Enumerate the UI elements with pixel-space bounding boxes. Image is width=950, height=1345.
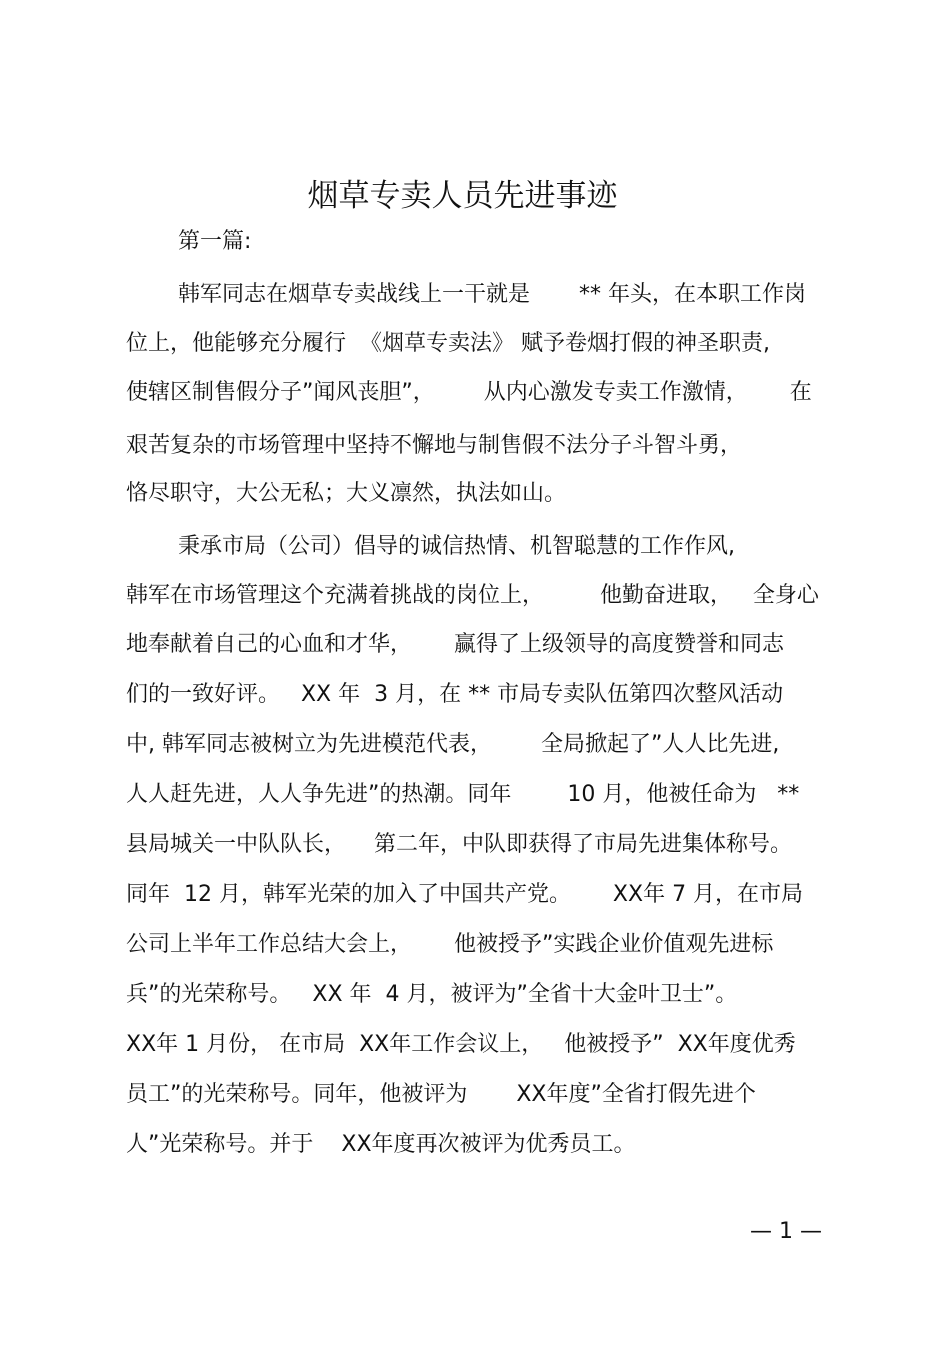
page-number: — 1 — <box>750 1219 822 1244</box>
body-line-15: 兵”的光荣称号。 XX 年 4 月，被评为”全省十大金叶卫士”。 <box>126 982 738 1007</box>
body-line-3: 使辖区制售假分子”闻风丧胆”， 从内心激发专卖工作激情， 在 <box>126 380 812 405</box>
body-line-4: 艰苦复杂的市场管理中坚持不懈地与制售假不法分子斗智斗勇， <box>126 433 743 458</box>
body-line-11: 人人赶先进，人人争先进”的热潮。同年 10 月，他被任命为 ** <box>126 782 800 807</box>
body-line-5: 恪尽职守，大公无私；大义凛然，执法如山。 <box>126 481 567 506</box>
section-heading: 第一篇: <box>178 229 252 254</box>
body-line-7: 韩军在市场管理这个充满着挑战的岗位上， 他勤奋进取， 全身心 <box>126 583 819 608</box>
body-line-18: 人”光荣称号。并于 XX年度再次被评为优秀员工。 <box>126 1132 636 1157</box>
document-title: 烟草专卖人员先进事迹 <box>307 178 618 214</box>
body-line-1: 韩军同志在烟草专卖战线上一干就是 ** 年头，在本职工作岗 <box>178 282 806 307</box>
body-line-6: 秉承市局（公司）倡导的诚信热情、机智聪慧的工作作风, <box>178 534 735 559</box>
body-line-9: 们的一致好评。 XX 年 3 月，在 ** 市局专卖队伍第四次整风活动 <box>126 682 784 707</box>
body-line-12: 县局城关一中队队长， 第二年，中队即获得了市局先进集体称号。 <box>126 832 792 857</box>
body-line-8: 地奉献着自己的心血和才华， 赢得了上级领导的高度赞誉和同志 <box>126 632 784 657</box>
body-line-14: 公司上半年工作总结大会上， 他被授予”实践企业价值观先进标 <box>126 932 774 957</box>
body-line-13: 同年 12 月，韩军光荣的加入了中国共产党。 XX年 7 月，在市局 <box>126 882 804 907</box>
body-line-16: XX年 1 月份， 在市局 XX年工作会议上， 他被授予” XX年度优秀 <box>126 1032 796 1057</box>
body-line-2: 位上，他能够充分履行 《烟草专卖法》 赋予卷烟打假的神圣职责, <box>126 331 770 356</box>
body-line-17: 员工”的光荣称号。同年，他被评为 XX年度”全省打假先进个 <box>126 1082 756 1107</box>
body-line-10: 中, 韩军同志被树立为先进模范代表， 全局掀起了”人人比先进, <box>126 732 780 757</box>
